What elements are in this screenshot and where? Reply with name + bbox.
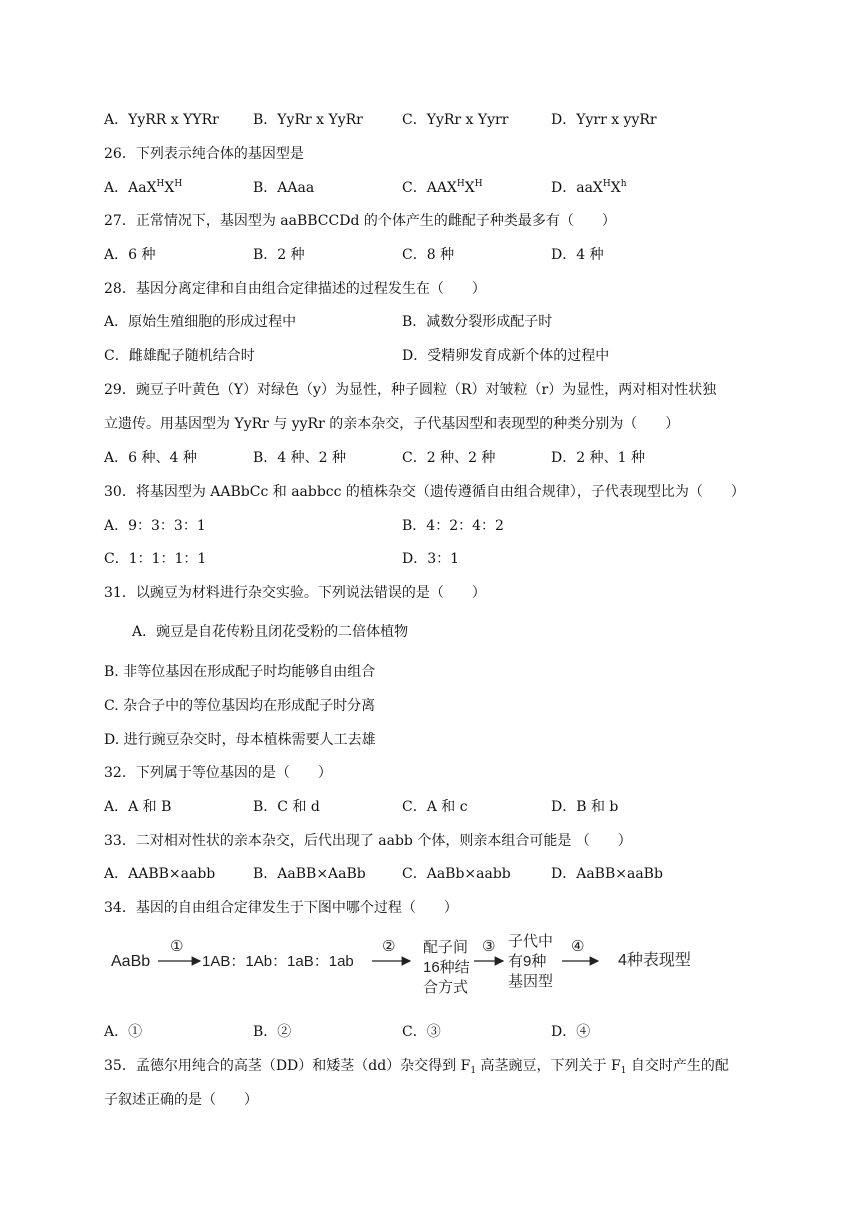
q34-option-c: C．③ bbox=[402, 1024, 441, 1040]
q28-option-d: D．受精卵发育成新个体的过程中 bbox=[402, 348, 610, 364]
q26-option-a: A．$AaX^HX^H$ bbox=[104, 179, 183, 196]
diagram-end: 4种表现型 bbox=[618, 952, 691, 969]
q28-option-b: B．减数分裂形成配子时 bbox=[402, 314, 553, 330]
diagram-box3-line2: 有9种 bbox=[508, 953, 547, 970]
step-2-label: ② bbox=[382, 938, 396, 955]
q26-option-d: D．$aaX^HX^h$ bbox=[551, 179, 627, 196]
q32-option-a: A．A 和 B bbox=[104, 799, 172, 815]
q27-option-c: C．8 种 bbox=[402, 247, 455, 263]
q28-options-row1 bbox=[104, 312, 764, 332]
q28-options-row2 bbox=[104, 346, 764, 366]
diagram-start: AaBb bbox=[111, 953, 151, 970]
diagram-box3-line1: 子代中 bbox=[508, 933, 554, 950]
diagram-box3-line3: 基因型 bbox=[508, 973, 554, 990]
q30-stem: 30．将基因型为 AABbCc 和 aabbcc 的植株杂交（遗传遵循自由组合规律），子代表现型比为（ ） bbox=[104, 484, 745, 500]
q31-stem: 31．以豌豆为材料进行杂交实验。下列说法错误的是（ ） bbox=[104, 585, 486, 601]
q33-option-a: A．AABB×aabb bbox=[104, 866, 216, 882]
q30-options-row1 bbox=[104, 516, 764, 536]
q30-option-c: C．1：1：1：1 bbox=[104, 551, 207, 567]
q26-stem: 26．下列表示纯合体的基因型是 bbox=[104, 146, 304, 162]
q33-option-c: C．AaBb×aabb bbox=[402, 866, 511, 882]
q27-option-a: A．6 种 bbox=[104, 247, 156, 263]
q29-option-c: C．2 种、2 种 bbox=[402, 450, 496, 466]
process-diagram bbox=[100, 932, 740, 996]
q25-option-b: B．YyRr x YyRr bbox=[253, 112, 363, 128]
q32-option-c: C．A 和 c bbox=[402, 799, 468, 815]
q29-options bbox=[104, 448, 764, 468]
q33-options bbox=[104, 864, 764, 884]
q30-option-b: B．4：2：4：2 bbox=[402, 518, 504, 534]
q28-stem: 28．基因分离定律和自由组合定律描述的过程发生在（ ） bbox=[104, 281, 486, 297]
q25-option-d: D．Yyrr x yyRr bbox=[551, 112, 657, 128]
diagram-box2-line3: 合方式 bbox=[423, 979, 469, 996]
diagram-box2-line1: 配子间 bbox=[423, 939, 469, 956]
q25-option-c: C．YyRr x Yyrr bbox=[402, 112, 509, 128]
q34-option-a: A．① bbox=[104, 1024, 143, 1040]
q34-options bbox=[104, 1022, 764, 1042]
q33-option-b: B．AaBB×AaBb bbox=[253, 866, 366, 882]
q26-option-c: C．$AAX^HX^H$ bbox=[402, 179, 483, 196]
q32-stem: 32．下列属于等位基因的是（ ） bbox=[104, 765, 332, 781]
q32-option-b: B．C 和 d bbox=[253, 799, 320, 815]
q28-option-a: A．原始生殖细胞的形成过程中 bbox=[104, 314, 297, 330]
q31-option-c: C. 杂合子中的等位基因均在形成配子时分离 bbox=[104, 698, 376, 714]
q29-stem-line2: 立遗传。用基因型为 YyRr 与 yyRr 的亲本杂交，子代基因型和表现型的种类分别为（ ） bbox=[104, 416, 680, 432]
q30-options-row2 bbox=[104, 549, 764, 569]
q31-option-b: B. 非等位基因在形成配子时均能够自由组合 bbox=[104, 664, 376, 680]
q31-option-d: D. 进行豌豆杂交时，母本植株需要人工去雄 bbox=[104, 732, 376, 748]
q29-option-a: A．6 种、4 种 bbox=[104, 450, 197, 466]
q26-option-b: B．AAaa bbox=[253, 180, 315, 196]
q25-options bbox=[104, 110, 764, 130]
step-3-label: ③ bbox=[482, 938, 496, 955]
diagram-ratio: 1AB：1Ab：1aB：1ab bbox=[202, 953, 354, 970]
q31-option-a: A．豌豆是自花传粉且闭花受粉的二倍体植物 bbox=[132, 624, 409, 640]
step-4-label: ④ bbox=[571, 938, 585, 955]
q27-option-d: D．4 种 bbox=[551, 247, 604, 263]
q29-option-b: B．4 种、2 种 bbox=[253, 450, 347, 466]
q35-stem-line1: 35．孟德尔用纯合的高茎（DD）和矮茎（dd）杂交得到 $F_1$ 高茎豌豆，下列关于 $F_1$ 自交时产生的配 bbox=[104, 1058, 729, 1076]
q30-option-a: A．9：3：3：1 bbox=[104, 518, 206, 534]
q34-stem: 34．基因的自由组合定律发生于下图中哪个过程（ ） bbox=[104, 900, 458, 916]
q25-option-a: A．YyRR x YYRr bbox=[104, 112, 219, 128]
q26-options bbox=[104, 178, 764, 198]
q33-stem: 33．二对相对性状的亲本杂交，后代出现了 aabb 个体，则亲本组合可能是 （ ） bbox=[104, 833, 632, 849]
q35-stem-line2: 子叙述正确的是（ ） bbox=[104, 1092, 258, 1108]
diagram-box2-line2: 16种结 bbox=[423, 959, 470, 976]
step-1-label: ① bbox=[170, 938, 184, 955]
q32-options bbox=[104, 797, 764, 817]
q28-option-c: C．雌雄配子随机结合时 bbox=[104, 348, 255, 364]
q27-options bbox=[104, 245, 764, 265]
q27-stem: 27．正常情况下，基因型为 aaBBCCDd 的个体产生的雌配子种类最多有（ ） bbox=[104, 213, 616, 229]
q34-option-d: D．④ bbox=[551, 1024, 591, 1040]
q34-option-b: B．② bbox=[253, 1024, 292, 1040]
q29-stem-line1: 29．豌豆子叶黄色（Y）对绿色（y）为显性，种子圆粒（R）对皱粒（r）为显性，两对相对性状独 bbox=[104, 382, 717, 398]
q27-option-b: B．2 种 bbox=[253, 247, 305, 263]
q32-option-d: D．B 和 b bbox=[551, 799, 619, 815]
q30-option-d: D．3：1 bbox=[402, 551, 460, 567]
q33-option-d: D．AaBB×aaBb bbox=[551, 866, 663, 882]
q29-option-d: D．2 种、1 种 bbox=[551, 450, 645, 466]
